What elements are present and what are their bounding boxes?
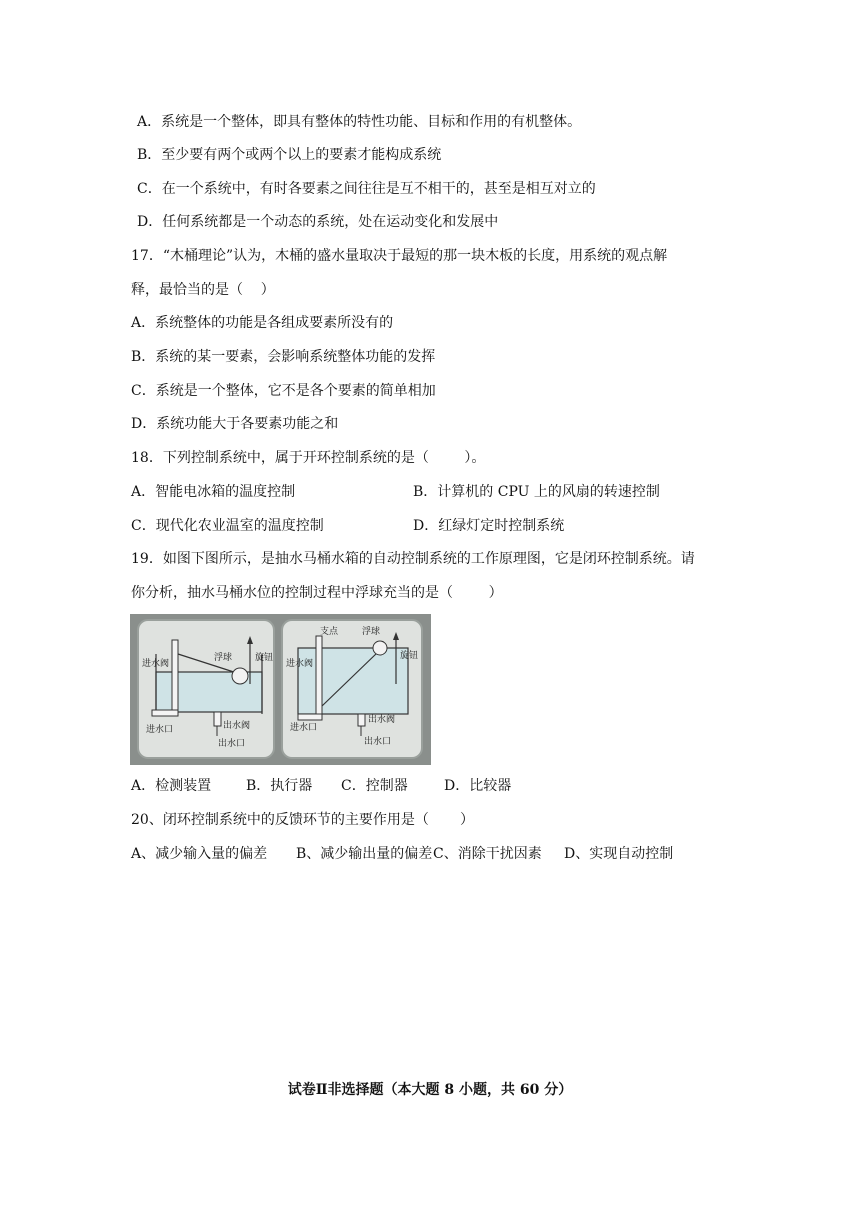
q19-stem-line2: 你分析，抽水马桶水位的控制过程中浮球充当的是（ ）: [131, 585, 503, 601]
right-label-outlet-valve: 出水阀: [368, 715, 396, 725]
q20-option-d: D、实现自动控制: [564, 846, 674, 862]
q18-option-b: B．计算机的 CPU 上的风扇的转速控制: [413, 484, 660, 500]
q17-option-c: C．系统是一个整体，它不是各个要素的简单相加: [131, 383, 436, 399]
toilet-tank-diagram-photo: [130, 614, 431, 765]
right-diagram-panel: [282, 620, 422, 758]
right-label-inlet: 进水口: [290, 723, 318, 733]
q16-option-d: D．任何系统都是一个动态的系统，处在运动变化和发展中: [137, 214, 499, 230]
left-label-float: 浮球: [214, 653, 233, 663]
q19-option-c: C．控制器: [341, 778, 408, 794]
q18-option-a: A．智能电冰箱的温度控制: [131, 484, 296, 500]
q20-options-row: [131, 844, 674, 944]
q17-stem-line1: 17．“木桶理论”认为，木桶的盛水量取决于最短的那一块木板的长度，用系统的观点解: [131, 248, 668, 264]
q17-option-b: B．系统的某一要素，会影响系统整体功能的发挥: [131, 349, 436, 365]
right-label-pivot: 支点: [320, 627, 339, 637]
q20-stem: 20、闭环控制系统中的反馈环节的主要作用是（ ）: [131, 812, 474, 828]
right-label-knob: 旋钮: [400, 651, 419, 661]
left-label-inlet: 进水口: [146, 725, 174, 735]
left-diagram-panel: [138, 620, 274, 758]
left-label-outlet-valve: 出水阀: [223, 721, 251, 731]
q16-option-b: B．至少要有两个或两个以上的要素才能构成系统: [137, 147, 442, 163]
q20-option-c: C、消除干扰因素: [433, 846, 542, 862]
right-label-float: 浮球: [362, 627, 381, 637]
left-label-outlet: 出水口: [218, 739, 246, 749]
q16-option-a: A．系统是一个整体，即具有整体的特性功能、目标和作用的有机整体。: [137, 114, 582, 130]
q17-stem-line2: 释，最恰当的是（ ）: [131, 282, 275, 298]
left-label-inlet-valve: 进水阀: [142, 659, 170, 669]
q17-option-a: A．系统整体的功能是各组成要素所没有的: [131, 315, 394, 331]
right-label-outlet: 出水口: [364, 737, 392, 747]
q19-stem-line1: 19．如图下图所示，是抽水马桶水箱的自动控制系统的工作原理图，它是闭环控制系统。请: [131, 551, 695, 567]
q20-option-b: B、减少输出量的偏差: [296, 846, 433, 862]
left-label-knob: 旋钮: [255, 653, 274, 663]
right-label-inlet-valve: 进水阀: [286, 659, 314, 669]
q18-stem: 18．下列控制系统中，属于开环控制系统的是（ ）。: [131, 450, 486, 466]
q16-option-c: C．在一个系统中，有时各要素之间往往是互不相干的，甚至是相互对立的: [137, 181, 596, 197]
q19-option-a: A．检测装置: [131, 778, 212, 794]
section-ii-heading: 试卷Ⅱ非选择题（本大题 8 小题，共 60 分）: [287, 1082, 573, 1098]
q19-option-b: B．执行器: [246, 778, 313, 794]
q18-option-c: C．现代化农业温室的温度控制: [131, 518, 324, 534]
q19-option-d: D．比较器: [444, 778, 512, 794]
q18-option-d: D．红绿灯定时控制系统: [413, 518, 565, 534]
q17-option-d: D．系统功能大于各要素功能之和: [131, 416, 339, 432]
q20-option-a: A、减少输入量的偏差: [131, 846, 268, 862]
